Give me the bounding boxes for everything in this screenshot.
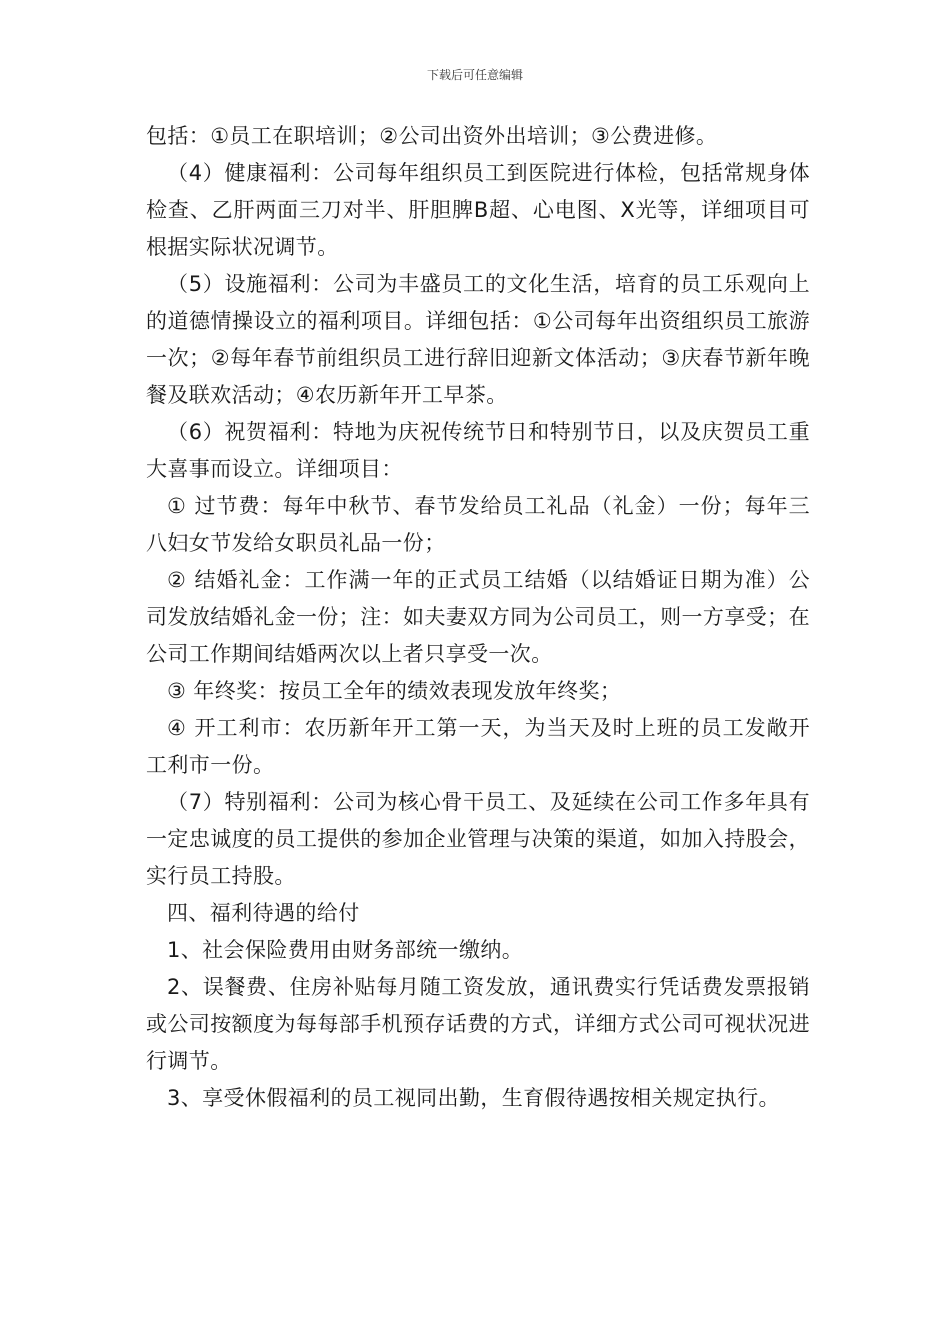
paragraph-payment-item-3: 3、享受休假福利的员工视同出勤，生育假待遇按相关规定执行。 <box>167 1086 780 1110</box>
paragraph-year-end-bonus: ③ 年终奖：按员工全年的绩效表现发放年终奖； <box>167 679 622 703</box>
paragraph-training-continued: 包括：①员工在职培训；②公司出资外出培训；③公费进修。 <box>146 124 718 148</box>
paragraph-health-welfare: （4）健康福利：公司每年组织员工到医院进行体检，包括常规身体检查、乙肝两面三刀对半、肝胆脾B超、心电图、X光等，详细项目可根据实际状况调节。 <box>146 161 810 259</box>
paragraph-payment-item-1: 1、社会保险费用由财务部统一缴纳。 <box>167 938 524 962</box>
paragraph-holiday-allowance: ① 过节费：每年中秋节、春节发给员工礼品（礼金）一份；每年三八妇女节发给女职员礼品一份； <box>146 494 810 555</box>
page-header: 下载后可任意编辑 <box>426 68 523 82</box>
document-body <box>146 118 810 1117</box>
paragraph-payment-item-2: 2、误餐费、住房补贴每月随工资发放，通讯费实行凭话费发票报销或公司按额度为每每部手机预存话费的方式，详细方式公司可视状况进行调节。 <box>146 975 810 1073</box>
paragraph-facility-welfare: （5）设施福利：公司为丰盛员工的文化生活，培育的员工乐观向上的道德情操设立的福利项目。详细包括：①公司每年出资组织员工旅游一次；②每年春节前组织员工进行辞旧迎新文体活动；③庆春节新年晚餐及联欢活动；④农历新年开工早茶。 <box>146 272 810 407</box>
paragraph-opening-red-envelope: ④ 开工利市：农历新年开工第一天，为当天及时上班的员工发敞开工利市一份。 <box>146 716 810 777</box>
paragraph-special-welfare: （7）特别福利：公司为核心骨干员工、及延续在公司工作多年具有一定忠诚度的员工提供的参加企业管理与决策的渠道，如加入持股会，实行员工持股。 <box>146 790 810 888</box>
paragraph-wedding-gift: ② 结婚礼金：工作满一年的正式员工结婚（以结婚证日期为准）公司发放结婚礼金一份；注：如夫妻双方同为公司员工，则一方享受；在公司工作期间结婚两次以上者只享受一次。 <box>146 568 810 666</box>
paragraph-celebration-welfare: （6）祝贺福利：特地为庆祝传统节日和特别节日，以及庆贺员工重大喜事而设立。详细项目： <box>146 420 810 481</box>
section-heading-payment: 四、福利待遇的给付 <box>167 901 360 925</box>
